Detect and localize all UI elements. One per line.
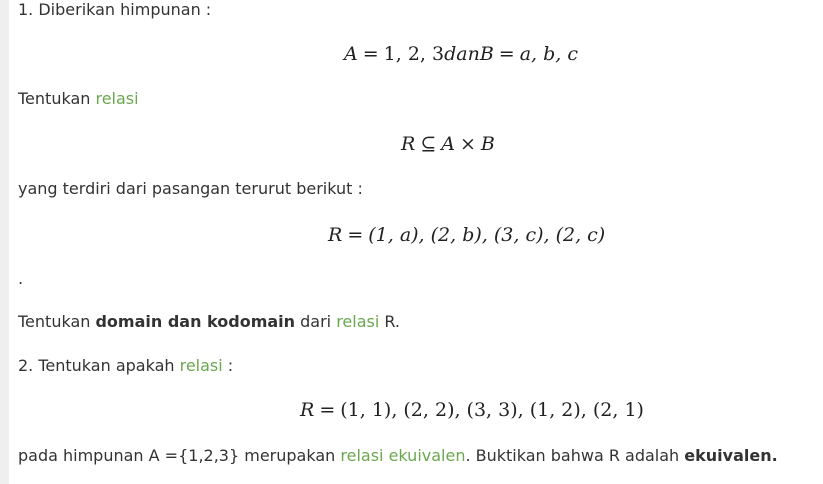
question-content [18, 0, 808, 484]
relasi-link[interactable]: relasi [336, 312, 380, 331]
equivalent-bold: ekuivalen. [684, 446, 778, 465]
domain-bold: domain dan kodomain [95, 312, 296, 331]
equals-sign: = [362, 43, 379, 65]
relasi-ekuivalen-link[interactable]: relasi ekuivalen [340, 446, 466, 465]
ordered-pairs-text: yang terdiri dari pasangan terurut berikut : [18, 179, 363, 198]
text-fragment: pada himpunan A ={1,2,3} merupakan [18, 446, 341, 465]
domain-codomain-text [18, 312, 400, 332]
relation-symbol: R [300, 399, 315, 421]
equation-sets [344, 42, 578, 66]
set-a-elements: 1, 2, 3 [383, 43, 445, 65]
relasi-link[interactable]: relasi [95, 89, 139, 108]
subset-sign: ⊆ [420, 133, 437, 155]
equivalence-text [18, 446, 778, 466]
and-b-word: danB [444, 43, 494, 65]
text-fragment: . Buktikan bahwa R adalah [465, 446, 685, 465]
times-sign: × [459, 133, 476, 155]
equation-pairs-2 [300, 398, 644, 422]
text-fragment: R. [379, 312, 401, 331]
text-fragment: Tentukan [18, 89, 96, 108]
q2-intro [18, 356, 233, 376]
equation-pairs-1 [328, 223, 605, 247]
relasi-link[interactable]: relasi [179, 356, 223, 375]
equation-subset [401, 132, 495, 156]
pair-list: (1, 1), (2, 2), (3, 3), (1, 2), (2, 1) [340, 399, 644, 421]
q1-intro: 1. Diberikan himpunan : [18, 0, 212, 19]
relation-symbol: R [401, 133, 416, 155]
set-b-elements: a, b, c [519, 43, 579, 65]
text-fragment: : [222, 356, 234, 375]
set-a-symbol: A [344, 43, 358, 65]
determine-relation-text [18, 89, 139, 109]
set-b-symbol: B [480, 133, 495, 155]
pair-list: (1, a), (2, b), (3, c), (2, c) [368, 224, 606, 246]
set-a-symbol: A [441, 133, 455, 155]
equals-sign: = [498, 43, 515, 65]
dot-separator: . [18, 269, 24, 288]
equals-sign: = [319, 399, 336, 421]
left-border [0, 0, 9, 484]
text-fragment: 2. Tentukan apakah [18, 356, 180, 375]
text-fragment: Tentukan [18, 312, 96, 331]
equals-sign: = [347, 224, 364, 246]
relation-symbol: R [328, 224, 343, 246]
text-fragment: dari [295, 312, 337, 331]
